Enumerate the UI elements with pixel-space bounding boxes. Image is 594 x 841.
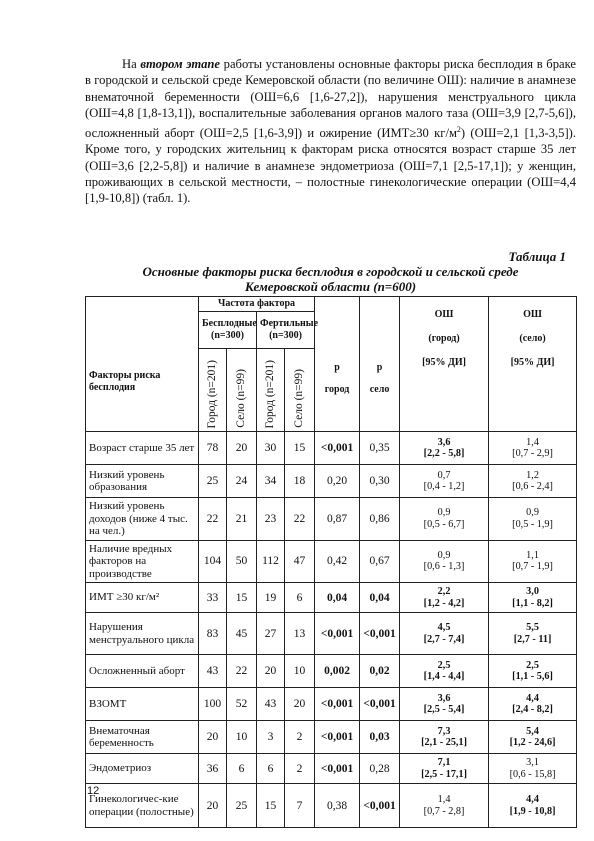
table-row xyxy=(86,432,577,465)
cell-or-village xyxy=(489,498,577,541)
cell-p-village: <0,001 xyxy=(360,784,400,828)
ci-range: [2,1 - 25,1] xyxy=(421,737,467,748)
ci-range: [2,4 - 8,2] xyxy=(512,704,553,715)
ci-range: [1,9 - 10,8] xyxy=(509,805,556,817)
caption-line-2: Кемеровской области (n=600) xyxy=(244,279,417,294)
cell-infertile-village: 22 xyxy=(227,655,257,688)
cell-p-village: 0,02 xyxy=(360,655,400,688)
header-or-village-label: (село) xyxy=(519,333,546,344)
or-value: 4,5 xyxy=(437,622,451,633)
cell-factor: ВЗОМТ xyxy=(86,688,199,721)
cell-infertile-village: 50 xyxy=(227,540,257,583)
cell-fertile-village: 22 xyxy=(285,498,315,541)
cell-p-village: 0,86 xyxy=(360,498,400,541)
cell-or-city xyxy=(400,498,489,541)
header-fertile-city-label: Город (n=201) xyxy=(264,359,276,428)
table-row xyxy=(86,465,577,498)
risk-factors-table xyxy=(85,296,577,828)
cell-p-city: 0,20 xyxy=(315,465,360,498)
ci-range: [1,1 - 8,2] xyxy=(512,597,553,609)
ci-range: [0,4 - 1,2] xyxy=(423,481,465,492)
cell-p-village: 0,28 xyxy=(360,754,400,784)
ci-range: [0,5 - 1,9] xyxy=(512,518,553,530)
header-p-city-label: город xyxy=(324,383,350,395)
cell-p-city: 0,42 xyxy=(315,540,360,583)
cell-factor: Гинекологичес-кие операции (полостные) xyxy=(86,784,199,828)
cell-factor: Низкий уровень образования xyxy=(86,465,199,498)
cell-fertile-city: 20 xyxy=(257,655,285,688)
cell-fertile-village: 18 xyxy=(285,465,315,498)
cell-or-village xyxy=(489,784,577,828)
cell-or-village xyxy=(489,688,577,721)
table-row xyxy=(86,655,577,688)
header-or-label-city: ОШ xyxy=(434,309,454,320)
or-value: 2,5 xyxy=(437,659,451,671)
cell-or-city xyxy=(400,721,489,754)
para-lead: На xyxy=(122,57,141,71)
ci-range: [1,2 - 4,2] xyxy=(423,597,465,609)
para-superscript: 2 xyxy=(456,124,461,134)
header-infertile-city xyxy=(199,349,227,432)
header-fertile: Фертильные (n=300) xyxy=(257,312,315,349)
header-p-city xyxy=(315,297,360,432)
ci-range: [0,7 - 1,9] xyxy=(512,561,553,573)
cell-fertile-village: 47 xyxy=(285,540,315,583)
ci-range: [0,6 - 15,8] xyxy=(509,768,556,780)
header-frequency: Частота фактора xyxy=(199,297,315,312)
ci-range: [1,2 - 24,6] xyxy=(509,737,556,748)
cell-or-city xyxy=(400,465,489,498)
cell-p-village: 0,30 xyxy=(360,465,400,498)
header-or-label-village: ОШ xyxy=(523,309,542,320)
cell-infertile-city: 33 xyxy=(199,583,227,613)
cell-factor: Наличие вредных факторов на производстве xyxy=(86,540,199,583)
or-value: 2,5 xyxy=(526,659,539,671)
header-fertile-village-label: Село (n=99) xyxy=(293,369,306,428)
cell-or-city xyxy=(400,784,489,828)
cell-infertile-city: 78 xyxy=(199,432,227,465)
cell-fertile-city: 23 xyxy=(257,498,285,541)
table-number: Таблица 1 xyxy=(508,249,566,264)
or-value: 2,2 xyxy=(437,586,451,597)
cell-p-city: <0,001 xyxy=(315,432,360,465)
cell-p-village: <0,001 xyxy=(360,613,400,655)
cell-or-city xyxy=(400,540,489,583)
intro-paragraph xyxy=(85,56,576,207)
cell-infertile-village: 24 xyxy=(227,465,257,498)
cell-or-city xyxy=(400,754,489,784)
or-value: 0,7 xyxy=(437,469,451,481)
cell-fertile-village: 10 xyxy=(285,655,315,688)
header-ci-city: [95% ДИ] xyxy=(422,357,466,368)
cell-factor: Осложненный аборт xyxy=(86,655,199,688)
table-row xyxy=(86,721,577,754)
ci-range: [2,7 - 7,4] xyxy=(423,633,465,645)
cell-p-village: 0,04 xyxy=(360,583,400,613)
cell-fertile-city: 34 xyxy=(257,465,285,498)
or-value: 4,4 xyxy=(526,794,539,805)
cell-infertile-village: 15 xyxy=(227,583,257,613)
cell-or-village xyxy=(489,754,577,784)
header-or-village xyxy=(489,297,577,432)
cell-or-city xyxy=(400,655,489,688)
table-row xyxy=(86,784,577,828)
cell-p-city: <0,001 xyxy=(315,613,360,655)
cell-fertile-city: 15 xyxy=(257,784,285,828)
or-value: 5,4 xyxy=(526,725,539,737)
or-value: 1,4 xyxy=(437,794,451,805)
ci-range: [0,7 - 2,9] xyxy=(512,448,553,459)
ci-range: [1,1 - 5,6] xyxy=(512,671,553,682)
cell-fertile-village: 7 xyxy=(285,784,315,828)
or-value: 7,1 xyxy=(437,757,451,768)
cell-fertile-city: 43 xyxy=(257,688,285,721)
cell-fertile-city: 27 xyxy=(257,613,285,655)
cell-fertile-village: 2 xyxy=(285,754,315,784)
cell-or-city xyxy=(400,613,489,655)
or-value: 3,6 xyxy=(437,692,451,704)
cell-infertile-village: 21 xyxy=(227,498,257,541)
table-caption xyxy=(85,264,576,294)
table-row xyxy=(86,583,577,613)
cell-p-village: 0,03 xyxy=(360,721,400,754)
cell-or-village xyxy=(489,432,577,465)
header-fertile-village xyxy=(285,349,315,432)
cell-infertile-city: 43 xyxy=(199,655,227,688)
cell-factor: Внематочная беременность xyxy=(86,721,199,754)
ci-range: [2,7 - 11] xyxy=(513,633,552,645)
ci-range: [0,6 - 1,3] xyxy=(423,561,465,573)
cell-factor: Нарушения менструального цикла xyxy=(86,613,199,655)
or-value: 4,4 xyxy=(526,692,539,704)
header-infertile-village xyxy=(227,349,257,432)
cell-p-city: <0,001 xyxy=(315,688,360,721)
or-value: 3,1 xyxy=(526,757,539,768)
or-value: 0,9 xyxy=(437,549,451,561)
cell-p-village: 0,35 xyxy=(360,432,400,465)
table-row xyxy=(86,540,577,583)
cell-factor: Возраст старше 35 лет xyxy=(86,432,199,465)
cell-infertile-city: 20 xyxy=(199,784,227,828)
cell-factor: Эндометриоз xyxy=(86,754,199,784)
header-p-label-city: р xyxy=(334,361,340,373)
cell-factor: Низкий уровень доходов (ниже 4 тыс. на чел.) xyxy=(86,498,199,541)
header-factors: Факторы риска бесплодия xyxy=(86,297,199,432)
cell-fertile-city: 19 xyxy=(257,583,285,613)
cell-infertile-village: 52 xyxy=(227,688,257,721)
table-row xyxy=(86,754,577,784)
cell-or-village xyxy=(489,465,577,498)
header-infertile-city-label: Город (n=201) xyxy=(206,359,218,428)
cell-fertile-village: 20 xyxy=(285,688,315,721)
header-ci-village: [95% ДИ] xyxy=(510,357,555,368)
cell-fertile-village: 13 xyxy=(285,613,315,655)
ci-range: [2,2 - 5,8] xyxy=(423,448,465,459)
cell-infertile-city: 36 xyxy=(199,754,227,784)
cell-or-village xyxy=(489,540,577,583)
ci-range: [1,4 - 4,4] xyxy=(423,671,465,682)
cell-p-city: 0,04 xyxy=(315,583,360,613)
or-value: 7,3 xyxy=(437,725,451,737)
cell-fertile-village: 2 xyxy=(285,721,315,754)
header-p-village-label: село xyxy=(369,383,390,395)
header-infertile-village-label: Село (n=99) xyxy=(235,369,247,428)
cell-infertile-city: 104 xyxy=(199,540,227,583)
header-or-city-label: (город) xyxy=(428,333,460,344)
cell-or-village xyxy=(489,613,577,655)
para-part1: работы установлены основные факторы риска бесплодия в браке в городской и сельской среде Кемеровской области (по величине ОШ): наличие в анамнезе внематочной беременности (ОШ=6,6 [1,6-27,2]), нарушения менструального цикла (ОШ=4,8 [1,8-13,1]), воспалительные заболевания органов малого таза (ОШ=3,9 [2,7-5,6]), осложненный аборт (ОШ=2,5 [1,6-3,9]) и ожирение (ИМТ≥30 кг/м xyxy=(85,57,576,140)
cell-p-village: 0,67 xyxy=(360,540,400,583)
caption-line-1: Основные факторы риска бесплодия в городской и сельской среде xyxy=(142,264,519,279)
or-value: 1,4 xyxy=(526,436,539,448)
cell-p-city: <0,001 xyxy=(315,754,360,784)
cell-infertile-village: 6 xyxy=(227,754,257,784)
cell-p-city: <0,001 xyxy=(315,721,360,754)
cell-fertile-village: 15 xyxy=(285,432,315,465)
ci-range: [2,5 - 17,1] xyxy=(421,768,467,780)
cell-infertile-village: 10 xyxy=(227,721,257,754)
or-value: 3,6 xyxy=(437,436,451,448)
cell-infertile-village: 45 xyxy=(227,613,257,655)
cell-or-city xyxy=(400,432,489,465)
cell-infertile-city: 83 xyxy=(199,613,227,655)
cell-infertile-city: 22 xyxy=(199,498,227,541)
header-or-city xyxy=(400,297,489,432)
header-p-village xyxy=(360,297,400,432)
header-infertile: Бесплодные (n=300) xyxy=(199,312,257,349)
header-p-label-village: р xyxy=(376,361,383,373)
cell-p-city: 0,38 xyxy=(315,784,360,828)
cell-infertile-city: 25 xyxy=(199,465,227,498)
cell-p-city: 0,87 xyxy=(315,498,360,541)
page-number: 12 xyxy=(87,785,100,797)
or-value: 1,1 xyxy=(526,549,539,561)
table-row xyxy=(86,613,577,655)
para-part2: ) (ОШ=2,1 [1,3-3,5]). Кроме того, у городских жительниц к факторам риска относятся возраст старше 35 лет (ОШ=3,6 [2,2-5,8]) и наличие в анамнезе эндометриоза (ОШ=7,1 [2,5-17,1]); у женщин, проживающих в сельской местности, – полостные гинекологические операции (ОШ=4,4 [1,9-10,8]) (табл. 1). xyxy=(85,125,576,206)
header-fertile-city xyxy=(257,349,285,432)
table-row xyxy=(86,498,577,541)
cell-infertile-city: 100 xyxy=(199,688,227,721)
table-row xyxy=(86,688,577,721)
cell-infertile-village: 25 xyxy=(227,784,257,828)
cell-p-city: 0,002 xyxy=(315,655,360,688)
cell-factor: ИМТ ≥30 кг/м² xyxy=(86,583,199,613)
cell-or-city xyxy=(400,583,489,613)
para-emphasis: втором этапе xyxy=(140,57,221,71)
ci-range: [0,7 - 2,8] xyxy=(423,805,465,817)
cell-fertile-city: 112 xyxy=(257,540,285,583)
ci-range: [2,5 - 5,4] xyxy=(423,704,465,715)
cell-or-village xyxy=(489,583,577,613)
cell-or-village xyxy=(489,655,577,688)
cell-fertile-city: 6 xyxy=(257,754,285,784)
cell-or-village xyxy=(489,721,577,754)
or-value: 3,0 xyxy=(526,586,539,597)
cell-p-village: <0,001 xyxy=(360,688,400,721)
cell-infertile-village: 20 xyxy=(227,432,257,465)
cell-fertile-city: 3 xyxy=(257,721,285,754)
cell-fertile-city: 30 xyxy=(257,432,285,465)
ci-range: [0,6 - 2,4] xyxy=(512,481,553,492)
or-value: 5,5 xyxy=(526,622,539,633)
cell-fertile-village: 6 xyxy=(285,583,315,613)
or-value: 0,9 xyxy=(437,507,451,519)
cell-infertile-city: 20 xyxy=(199,721,227,754)
or-value: 0,9 xyxy=(526,507,539,519)
or-value: 1,2 xyxy=(526,469,539,481)
ci-range: [0,5 - 6,7] xyxy=(423,518,465,530)
cell-or-city xyxy=(400,688,489,721)
